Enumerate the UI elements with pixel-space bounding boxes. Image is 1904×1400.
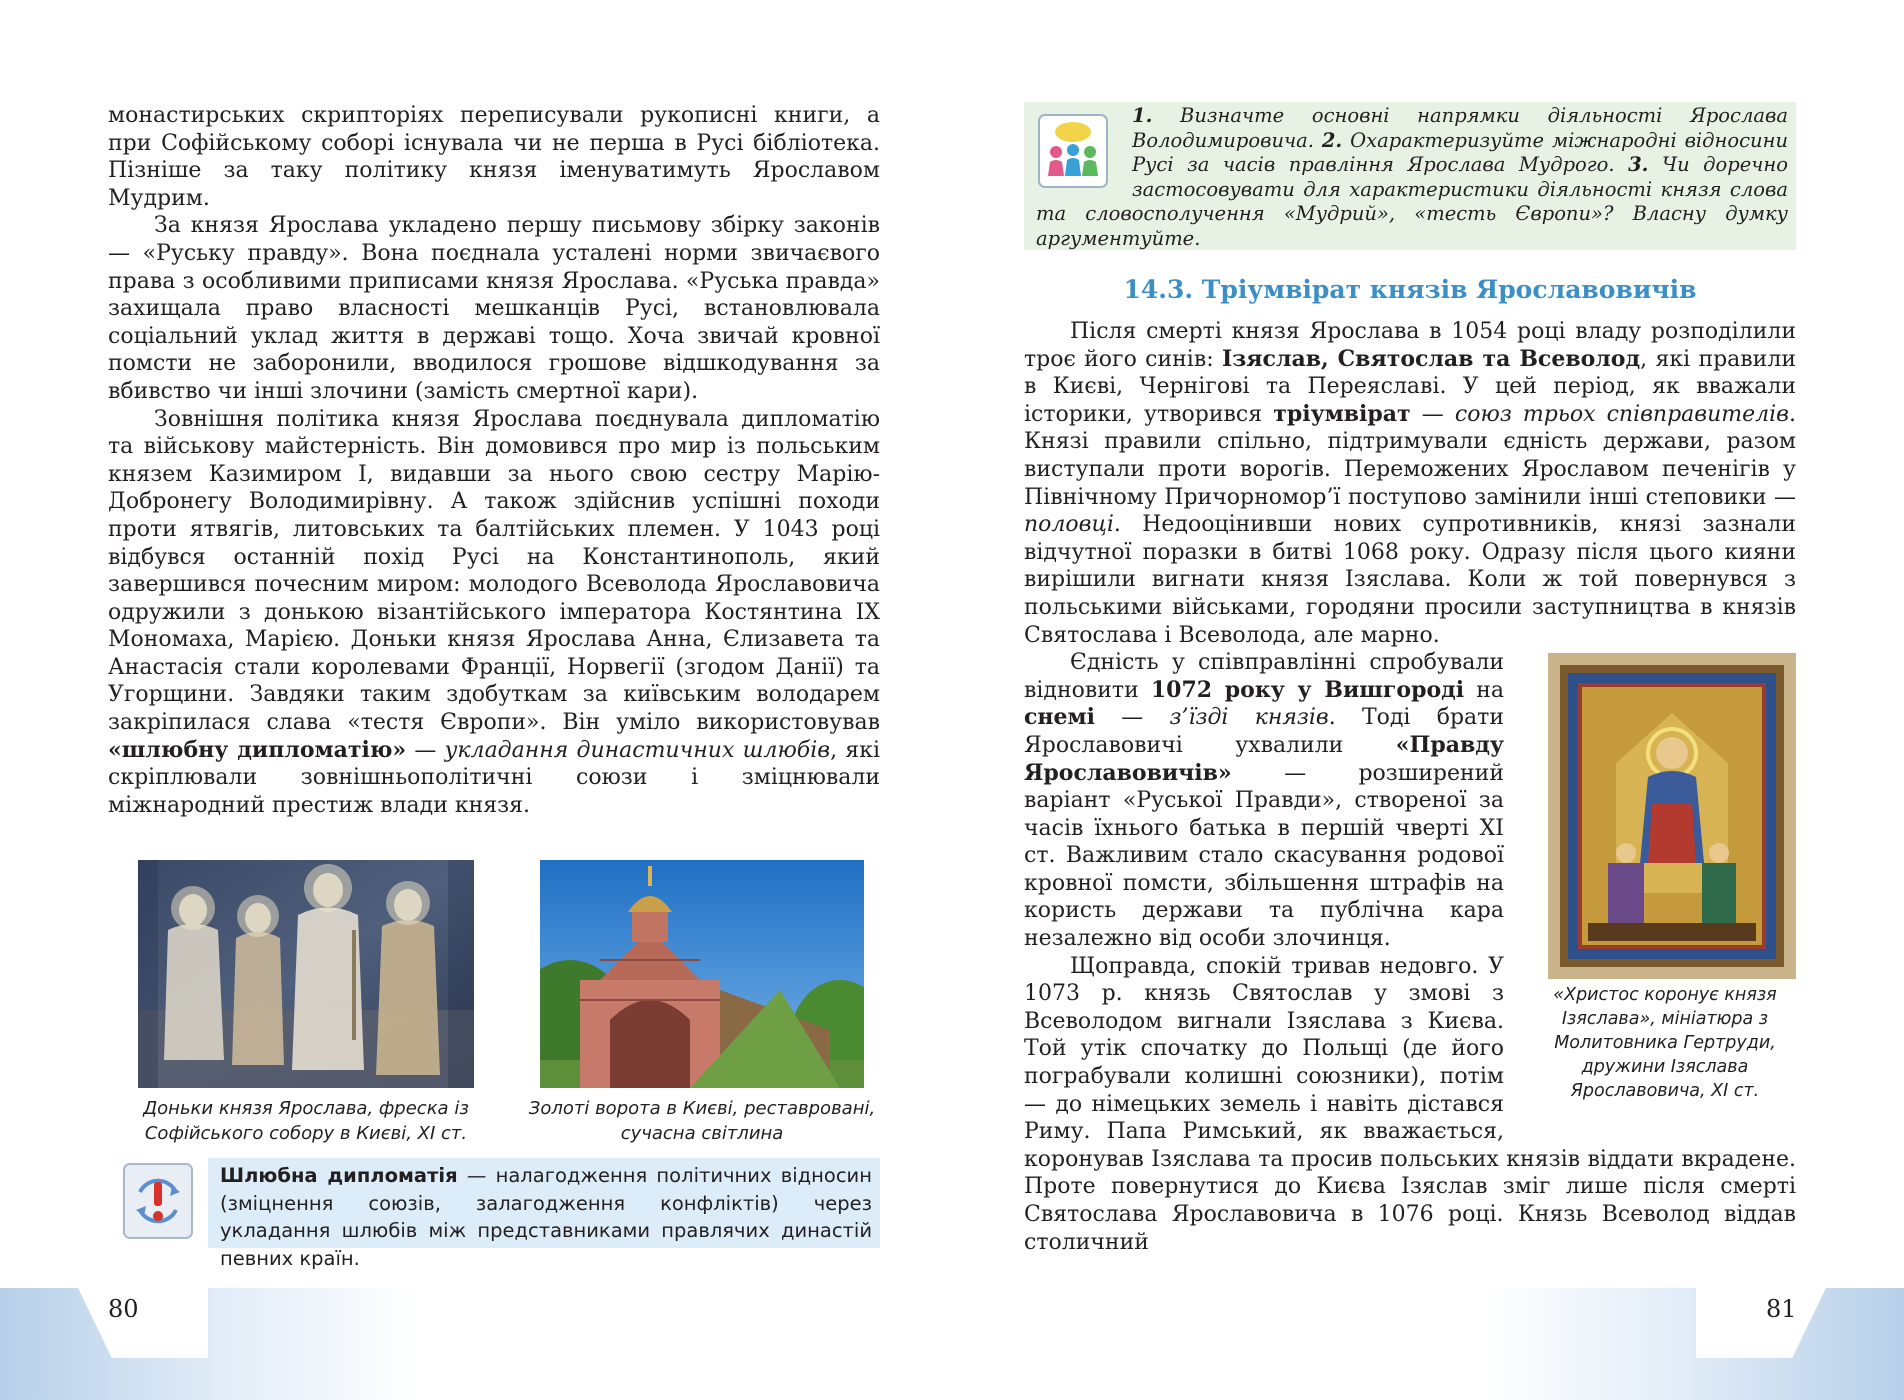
- left-body-text: [108, 102, 880, 819]
- text-run: на: [1464, 677, 1504, 703]
- bold-text: снемі: [1024, 704, 1095, 731]
- fresco-photo: [138, 860, 474, 1088]
- text-run: Чи доречно застосовувати для характеристики діяльності князя слова та словосполучення «Мудрий», «тесть Європи»? Власну думку аргументуйте.: [1036, 153, 1788, 250]
- bold-text: Ізяслав, Святослав та Всеволод: [1221, 345, 1641, 372]
- page-number-tab-left: [78, 1288, 208, 1358]
- miniature-image: [1548, 653, 1796, 979]
- text-run: монастирських скрипторіях переписували рукописні книги, а при Софійському соборі існувала чи не перша в Русі бібліотека. Пізніше за таку політику князя іменуватимуть Ярославом Мудрим.: [108, 103, 880, 211]
- right-body-text: [1024, 318, 1796, 1256]
- golden-gate-caption: Золоті ворота в Києві, реставровані, сучасна світлина: [528, 1098, 876, 1144]
- miniature-figure: [1522, 653, 1796, 1119]
- paragraph: [108, 212, 880, 405]
- text-run: . Тоді брати Ярославовичі ухвалили: [1024, 705, 1504, 758]
- definition-text: [208, 1158, 880, 1270]
- fresco-caption: Доньки князя Ярослава, фреска із Софійського собору в Києві, XI ст.: [143, 1098, 469, 1144]
- text-run: —: [1094, 705, 1170, 731]
- bold-text: 3.: [1628, 153, 1649, 177]
- text-run: . Князі правили спільно, підтримували єдність держави, разом виступали проти ворогів. Переможених Ярославом печенігів у Північному Причорномор’ї поступово замінили інші степовики —: [1024, 401, 1796, 510]
- text-run: За князя Ярослава укладено першу письмову збірку законів — «Руську правду». Вона поєднала усталені норми звичаєвого права з особливими приписами князя Ярослава. «Руська правда» захищала право власності мешканців Русі, встановлювала соціальний уклад життя в державі тощо. Хоча звичай кровної помсти не заборонили, вводилося грошове відшкодування за вбивство чи інші злочини (замість смертної кари).: [108, 213, 880, 404]
- golden-gate-photo: [540, 860, 864, 1088]
- paragraph: [108, 406, 880, 820]
- page-footer: [0, 1288, 1904, 1400]
- italic-text: союз трьох співправителів: [1454, 401, 1789, 427]
- text-run: —: [1410, 401, 1455, 427]
- bold-text: «шлюбну дипломатію»: [108, 736, 407, 763]
- page-number-right: 81: [1766, 1295, 1797, 1323]
- bold-text: 1.: [1132, 104, 1153, 127]
- definition-body: — налагодження політичних відносин (зміцнення союзів, залагодження конфліктів) через укладання шлюбів між представниками правлячих династій певних країн.: [220, 1164, 872, 1270]
- text-run: Охарактеризуйте міжнародні відносини Русі за часів правління Ярослава Мудрого.: [1132, 128, 1788, 177]
- page-number-left: 80: [108, 1295, 139, 1323]
- text-run: , які скріплювали зовнішньополітичні союзи і зміцнювали міжнародний престиж влади князя.: [108, 737, 880, 818]
- task-box: [1024, 102, 1796, 250]
- bold-text: 2.: [1321, 128, 1343, 152]
- italic-text: половці: [1024, 512, 1114, 538]
- text-run: Після смерті князя Ярослава в 1054 році владу розподілили троє його синів:: [1024, 319, 1796, 372]
- paragraph: [108, 102, 880, 212]
- right-page: [952, 0, 1904, 1400]
- section-title: 14.3. Тріумвірат князів Ярославовичів: [1123, 275, 1697, 304]
- text-run: Визначте основні напрямки діяльності Ярослава Володимировича.: [1132, 104, 1788, 152]
- bold-text: тріумвірат: [1273, 400, 1411, 427]
- definition-box: [122, 1158, 880, 1270]
- italic-text: укладання династичних шлюбів: [444, 737, 831, 763]
- text-run: . Недооцінивши нових супротивників, князі зазнали відчутної поразки в битві 1068 року. Одразу після цього кияни вирішили вигнати князя Ізяслава. Коли ж той повернувся з польськими військами, городяни просили заступництва в князів Святослава і Всеволода, але марно.: [1024, 512, 1796, 648]
- bold-text: «Правду Ярославовичів»: [1024, 731, 1504, 786]
- figure-row: [108, 860, 880, 1150]
- text-run: , які правили в Києві, Чернігові та Переяславі. У цей період, як вважали історики, утворився: [1024, 346, 1796, 427]
- miniature-caption: «Христос коронує князя Ізяслава», мініатюра з Молитовника Гертруди, дружини Ізяслава Ярославовича, XI ст.: [1553, 985, 1777, 1102]
- bold-text: 1072 року у Вишгороді: [1150, 676, 1465, 703]
- exclamation-attention-icon: [122, 1162, 194, 1240]
- text-run: Зовнішня політика князя Ярослава поєднувала дипломатію та військову майстерність. Він домовився про мир із польським князем Казимиром І, видавши за нього свою сестру Марію-Добронегу Володимирівну. А також здійснив успішні походи проти ятвягів, литовських та балтійських племен. У 1043 році відбувся останній похід Русі на Константинополь, який завершився почесним миром: молодого Всеволода Ярославовича одружили з донькою візантійського імператора Костянтина ІХ Мономаха, Марією. Доньки князя Ярослава Анна, Єлизавета та Анастасія стали королевами Франції, Норвегії (згодом Данії) та Угорщини. Завдяки таким здобуткам за київським володарем закріпилася слава «тестя Європи». Він уміло використовував: [108, 406, 880, 736]
- text-run: — розширений варіант «Руської Правди», створеної за часів їхнього батька в першій чверті XI ст. Важливим стало скасування родової кровної помсти, збільшення штрафів на користь держави та публічна кара незалежно від особи злочинця.: [1024, 760, 1504, 952]
- paragraph: [1024, 318, 1796, 649]
- text-run: Щоправда, спокій тривав недовго. У 1073 р. князь Святослав у змові з Всеволодом вигнали Ізяслава з Києва. Той утік спочатку до Польщі (де його пограбували колишні союзники), потім — до німецьких земель і навіть дістався Риму. Папа Римський, як вважається, коронував Ізяслава та просив польських князів віддати вкрадене. Проте повернутися до Києва Ізяслав зміг лише після смерті Святослава Ярославовича в 1076 році. Князь Всеволод віддав столичний: [1024, 953, 1796, 1255]
- definition-term: Шлюбна дипломатія: [220, 1164, 458, 1187]
- task-text: [1036, 104, 1788, 252]
- text-run: Єдність у співправлінні спробували відновити: [1024, 650, 1504, 703]
- italic-text: з’їзді князів: [1169, 705, 1329, 731]
- text-run: —: [406, 737, 445, 763]
- page-number-tab-right: [1696, 1288, 1826, 1358]
